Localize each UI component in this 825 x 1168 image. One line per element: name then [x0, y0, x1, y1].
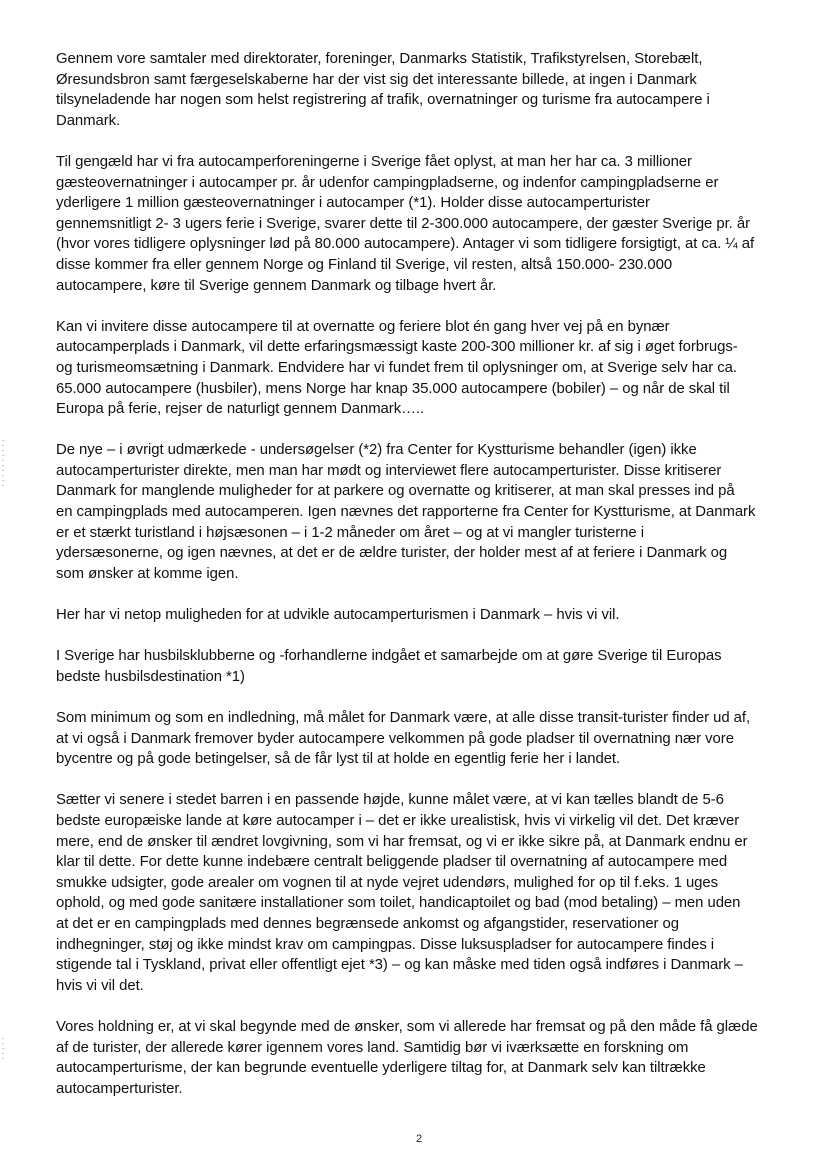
- text-line: indhegninger, støj og ikke mindst krav om campingpas. Disse luksuspladser for autocampere findes i: [56, 936, 715, 953]
- text-line: som ønsker at komme igen.: [56, 565, 239, 582]
- paragraph: [56, 708, 784, 770]
- paragraph: [56, 152, 784, 296]
- text-line: af de turister, der allerede kører igennem vores land. Samtidig bør vi iværksætte en forskning om: [56, 1039, 689, 1056]
- margin-scan-marks: [2, 440, 4, 486]
- text-line: og turismeomsætning i Danmark. Endvidere har vi fundet frem til oplysninger om, at Sverige selv har ca.: [56, 359, 737, 376]
- text-line: Sætter vi senere i stedet barren i en passende højde, kunne målet være, at vi kan tælles blandt de 5-6: [56, 792, 724, 809]
- margin-scan-marks: [2, 1038, 4, 1060]
- text-line: (hvor vores tidligere oplysninger lød på 80.000 autocampere). Antager vi som tidligere forsigtigt, at ca. ¼ af: [56, 236, 755, 253]
- text-line: hvis vi vil det.: [56, 977, 144, 994]
- text-line: Danmark for manglende muligheder for at parkere og overnatte og kritiserer, at man skal presses ind på: [56, 483, 735, 500]
- text-line: Øresundsbron samt færgeselskaberne har der vist sig det interessante billede, at ingen i Danmark: [56, 71, 697, 88]
- text-line: Som minimum og som en indledning, må målet for Danmark være, at alle disse transit-turister finder ud af,: [56, 710, 751, 726]
- text-line: Danmark.: [56, 112, 121, 129]
- text-line: autocamperplads i Danmark, vil dette erfaringsmæssigt kaste 200-300 millioner kr. af sig i øget forbrugs-: [56, 339, 738, 356]
- paragraph: [56, 1017, 784, 1099]
- paragraph: [56, 49, 784, 131]
- text-line: ydersæsonerne, og igen nævnes, at det er de ældre turister, der holder mest af at feriere i Danmark og: [56, 545, 728, 562]
- text-line: Vores holdning er, at vi skal begynde med de ønsker, som vi allerede har fremsat og på den måde få glæde: [56, 1018, 758, 1035]
- page-number: 2: [415, 1133, 423, 1145]
- text-line: at vi også i Danmark fremover byder autocampere velkommen på gode pladser til overnatning nær vore: [56, 730, 734, 747]
- text-line: bycentre og på gode betingelser, så de får lyst til at holde en egentlig ferie her i landet.: [56, 751, 621, 768]
- text-line: stigende tal i Tyskland, privat eller offentligt ejet *3) – og kan måske med tiden også indføres i Danmark –: [56, 957, 743, 974]
- text-line: at det er en campingplads med dennes begrænsede ankomst og afgangstider, reservationer og: [56, 915, 680, 932]
- text-line: autocampere, køre til Sverige gennem Danmark og tilbage hvert år.: [56, 277, 497, 294]
- text-line: Europa på ferie, rejser de naturligt gennem Danmark…..: [56, 401, 425, 418]
- text-line: er et stærkt turistland i højsæsonen – i 1-2 måneder om året – og at vi mangler turisterne i: [56, 524, 644, 541]
- text-line: autocamperturister direkte, men man har mødt og interviewet flere autocamperturister. Disse kritiserer: [56, 462, 722, 479]
- text-line: tilsyneladende har nogen som helst registrering af trafik, overnatninger og turisme fra autocampere i: [56, 92, 710, 109]
- text-line: yderligere 1 million gæsteovernatninger i autocamper (*1). Holder disse autocamperturister: [56, 195, 650, 212]
- text-line: smukke udsigter, gode arealer om vognen til at nyde vejret udendørs, mulighed for op til f.eks. 1 uges: [56, 874, 719, 891]
- paragraph: [56, 790, 784, 996]
- text-line: ophold, og med gode sanitære installationer som toilet, handicaptoilet og bad (mod betaling) – men uden: [56, 895, 741, 912]
- text-line: 65.000 autocampere (husbiler), mens Norge har knap 35.000 autocampere (bobiler) – og når de skal til: [56, 380, 730, 397]
- document-body: [56, 49, 784, 1120]
- text-line: mere, end de ønsker til ændret lovgivning, som vi har fremsat, og vi er ikke sikre på, at Danmark endnu er: [56, 833, 748, 850]
- text-line: klar til dette. For dette kunne indebære centralt beliggende pladser til overnatning af autocampere med: [56, 854, 728, 871]
- text-line: Til gengæld har vi fra autocamperforeningerne i Sverige fået oplyst, at man her har ca. 3 millioner: [56, 153, 692, 170]
- text-line: autocamperturisme, der kan begrunde eventuelle yderligere tiltag for, at Danmark selv kan tiltrække: [56, 1060, 706, 1077]
- text-line: gennemsnitligt 2- 3 ugers ferie i Sverige, svarer dette til 2-300.000 autocampere, der gæster Sverige pr. år: [56, 215, 750, 232]
- text-line: I Sverige har husbilsklubberne og -forhandlerne indgået et samarbejde om at gøre Sverige til Europas: [56, 648, 722, 665]
- text-line: Kan vi invitere disse autocampere til at overnatte og feriere blot én gang hver vej på en bynær: [56, 318, 670, 335]
- paragraph: [56, 646, 784, 687]
- text-line: disse kommer fra eller gennem Norge og Finland til Sverige, vil resten, altså 150.000- 230.000: [56, 256, 673, 273]
- paragraph: [56, 317, 784, 420]
- text-line: gæsteovernatninger i autocamper pr. år udenfor campingpladserne, og indenfor campingpladserne er: [56, 174, 719, 191]
- paragraph: [56, 605, 784, 626]
- paragraph: [56, 440, 784, 584]
- text-line: De nye – i øvrigt udmærkede - undersøgelser (*2) fra Center for Kystturisme behandler (igen) ikke: [56, 442, 697, 459]
- text-line: bedste husbilsdestination *1): [56, 668, 245, 685]
- text-line: Her har vi netop muligheden for at udvikle autocamperturismen i Danmark – hvis vi vil.: [56, 607, 620, 624]
- text-line: autocamperturister.: [56, 1080, 183, 1097]
- text-line: Gennem vore samtaler med direktorater, foreninger, Danmarks Statistik, Trafikstyrelsen, Storebælt,: [56, 51, 703, 67]
- text-line: en campingplads med autocamperen. Igen nævnes det rapporterne fra Center for Kystturisme, at Danmark: [56, 504, 756, 521]
- text-line: bedste europæiske lande at køre autocamper i – det er ikke urealistisk, hvis vi virkelig vil det. Det kræver: [56, 812, 740, 829]
